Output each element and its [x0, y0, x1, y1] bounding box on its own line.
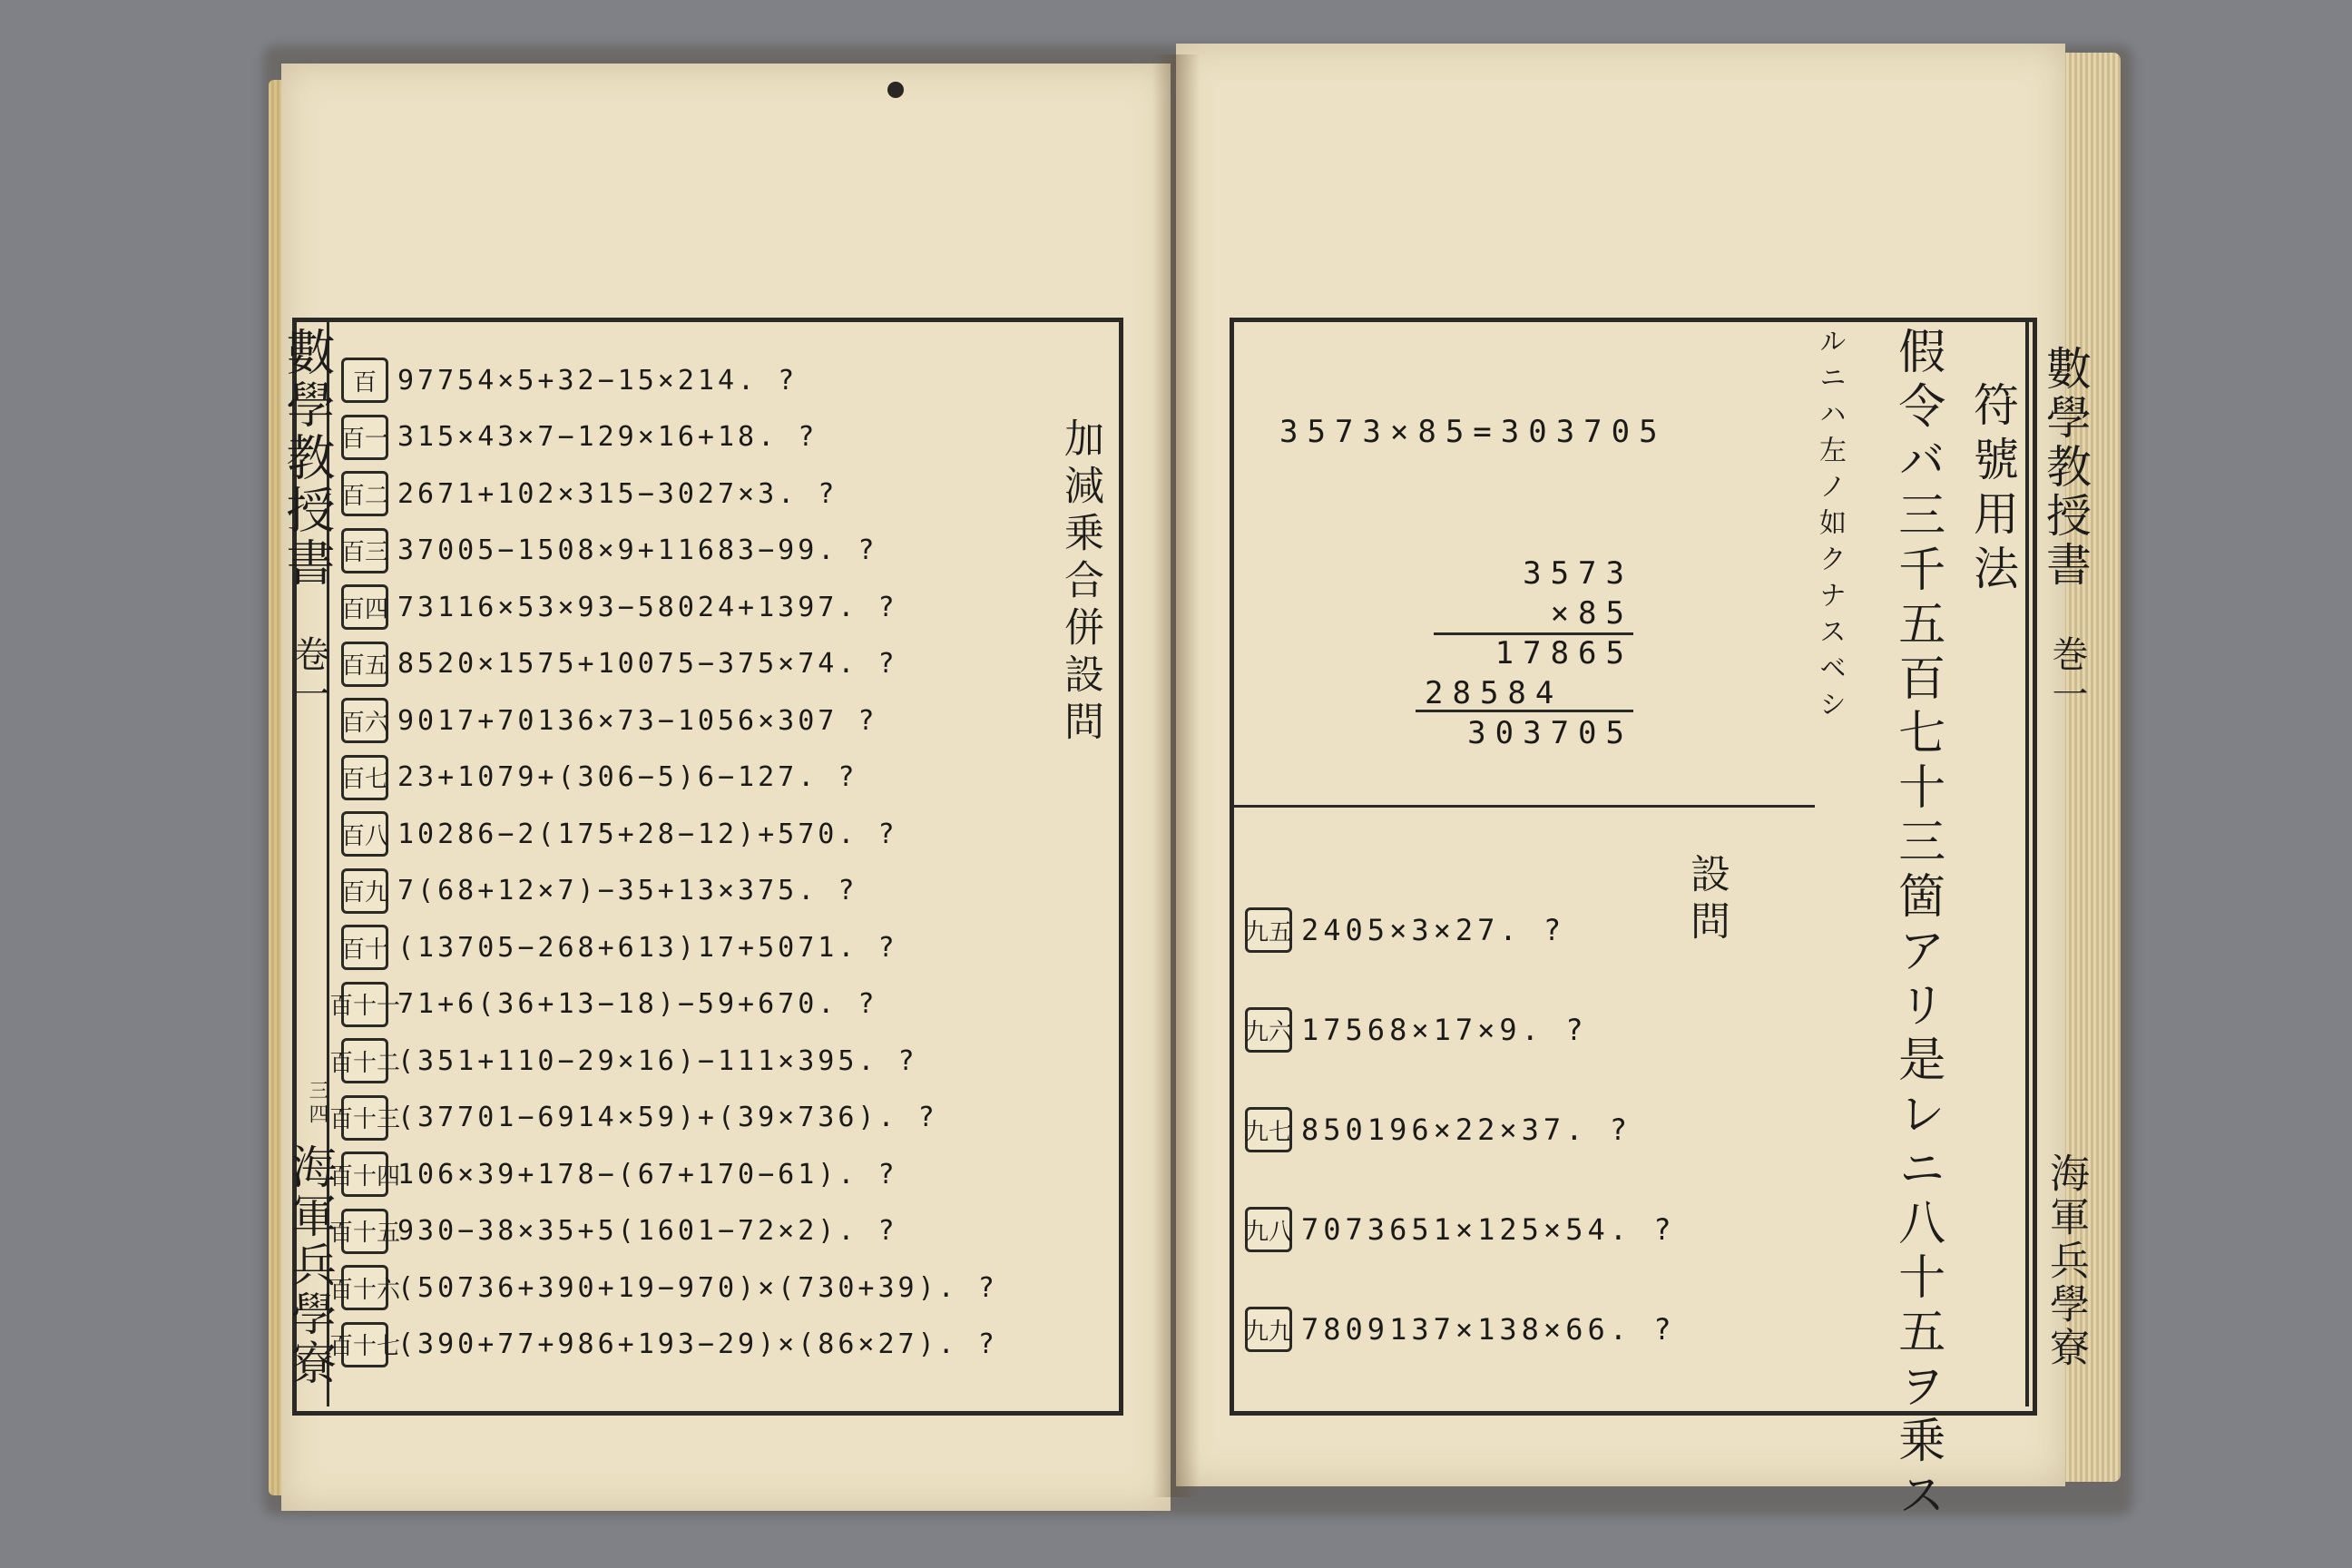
- problem-row: [1245, 1180, 1676, 1279]
- problem-expression: (13705−268+613)17+5071. ?: [397, 931, 898, 964]
- problem-expression: 23+1079+(306−5)6−127. ?: [397, 761, 858, 794]
- problem-number: 百三: [341, 528, 388, 573]
- problem-expression: 315×43×7−129×16+18. ?: [397, 421, 818, 454]
- problem-expression: 9017+70136×73−1056×307 ?: [397, 704, 878, 737]
- problem-number: 百二: [341, 471, 388, 516]
- problem-expression: 850196×22×37. ?: [1301, 1112, 1632, 1147]
- calc-rule: [1434, 632, 1633, 635]
- problem-row: [341, 523, 1049, 580]
- problem-expression: 71+6(36+13−18)−59+670. ?: [397, 988, 878, 1021]
- long-multiplication: [1416, 554, 1633, 753]
- problem-number: 百六: [341, 698, 388, 743]
- problem-row: [329, 1033, 1049, 1090]
- equation: 3573×85=303705: [1279, 414, 1667, 450]
- book-gutter: [1152, 54, 1200, 1497]
- ink-spot: [887, 82, 904, 98]
- problem-number: 百七: [341, 755, 388, 800]
- problem-row: [1245, 880, 1676, 980]
- problem-row: [329, 1146, 1049, 1203]
- problem-number: 百八: [341, 811, 388, 857]
- problem-expression: (37701−6914×59)+(39×736). ?: [397, 1102, 938, 1134]
- problem-expression: 7073651×125×54. ?: [1301, 1212, 1676, 1247]
- problem-row: [329, 1317, 1049, 1374]
- calc-line: 28584: [1425, 675, 1563, 711]
- calc-rule: [1416, 710, 1633, 712]
- right-spine-separator: [2025, 322, 2029, 1406]
- problem-row: [341, 692, 1049, 750]
- problem-row: [1245, 1080, 1676, 1180]
- right-spine-volume: 巻一: [2046, 635, 2088, 715]
- calc-line: 17865: [1494, 635, 1633, 671]
- problem-number: 九五: [1245, 907, 1292, 953]
- problem-number: 九八: [1245, 1207, 1292, 1252]
- problem-number: 百十六: [341, 1265, 388, 1310]
- problem-number: 百十四: [341, 1152, 388, 1197]
- problem-number: 百十三: [341, 1095, 388, 1141]
- problem-number: 百五: [341, 642, 388, 687]
- problem-number: 百四: [341, 584, 388, 630]
- right-publisher: 海軍兵學寮: [2043, 1152, 2089, 1370]
- problem-row: [341, 863, 1049, 920]
- problem-expression: 10286−2(175+28−12)+570. ?: [397, 818, 898, 850]
- problem-row: [341, 636, 1049, 693]
- problem-number: 百九: [341, 868, 388, 914]
- problem-number: 九九: [1245, 1307, 1292, 1352]
- calc-line: 303705: [1467, 715, 1633, 751]
- problem-expression: (50736+390+19−970)×(730+39). ?: [397, 1271, 998, 1304]
- left-spine-title: 數學教授書: [279, 327, 336, 590]
- section-heading: 加減乗合併設問: [1057, 417, 1103, 748]
- problem-row: [329, 976, 1049, 1034]
- problem-expression: 17568×17×9. ?: [1301, 1013, 1588, 1047]
- right-spine-title: 數學教授書: [2039, 345, 2092, 590]
- problem-expression: 106×39+178−(67+170−61). ?: [397, 1158, 898, 1191]
- problem-row: [341, 750, 1049, 807]
- problem-number: 百十一: [341, 982, 388, 1027]
- problem-row: [329, 1090, 1049, 1147]
- problem-number: 百十: [341, 925, 388, 970]
- problem-number: 百十五: [341, 1209, 388, 1254]
- page-number: 三四: [306, 1080, 328, 1127]
- problem-expression: 7809137×138×66. ?: [1301, 1312, 1676, 1347]
- problem-number: 九七: [1245, 1107, 1292, 1152]
- problem-number: 百: [341, 358, 388, 403]
- problem-expression: 930−38×35+5(1601−72×2). ?: [397, 1215, 898, 1248]
- problem-row: [1245, 1279, 1676, 1379]
- problem-expression: 73116×53×93−58024+1397. ?: [397, 591, 898, 623]
- problem-number: 九六: [1245, 1007, 1292, 1053]
- problem-expression: 8520×1575+10075−375×74. ?: [397, 648, 898, 681]
- left-spine-volume: 卷一: [288, 635, 329, 715]
- body-text: 假令バ三千五百七十三箇アリ是レニ八十五ヲ乗ス: [1889, 327, 1945, 1524]
- body-small-text: ルニハ左ノ如クナスベシ: [1814, 327, 1846, 726]
- problem-row: [341, 919, 1049, 976]
- problem-expression: 97754×5+32−15×214. ?: [397, 364, 799, 397]
- problem-row: [341, 466, 1049, 523]
- problem-row: [341, 806, 1049, 863]
- problem-number: 百一: [341, 415, 388, 460]
- problem-expression: (351+110−29×16)−111×395. ?: [397, 1044, 918, 1077]
- problem-number: 百十二: [341, 1038, 388, 1083]
- problem-row: [329, 1259, 1049, 1317]
- problem-row: [341, 352, 1049, 409]
- problem-row: [329, 1203, 1049, 1260]
- problem-row: [341, 579, 1049, 636]
- section-divider: [1234, 805, 1815, 808]
- problem-row: [1245, 980, 1676, 1080]
- calc-line: ×85: [1550, 595, 1633, 632]
- calc-line: 3573: [1523, 555, 1633, 592]
- problem-expression: 2405×3×27. ?: [1301, 913, 1566, 947]
- problem-expression: 7(68+12×7)−35+13×375. ?: [397, 875, 858, 907]
- sub-heading: 設問: [1683, 853, 1730, 947]
- problem-expression: 37005−1508×9+11683−99. ?: [397, 534, 878, 567]
- left-publisher: 海軍兵學寮: [284, 1143, 337, 1388]
- problem-expression: 2671+102×315−3027×3. ?: [397, 477, 838, 510]
- problem-row: [341, 409, 1049, 466]
- problem-number: 百十七: [341, 1322, 388, 1367]
- left-problem-list: [329, 352, 1049, 1373]
- right-problem-list: [1245, 880, 1676, 1379]
- section-title: 符號用法: [1966, 381, 2019, 599]
- problem-expression: (390+77+986+193−29)×(86×27). ?: [397, 1328, 998, 1361]
